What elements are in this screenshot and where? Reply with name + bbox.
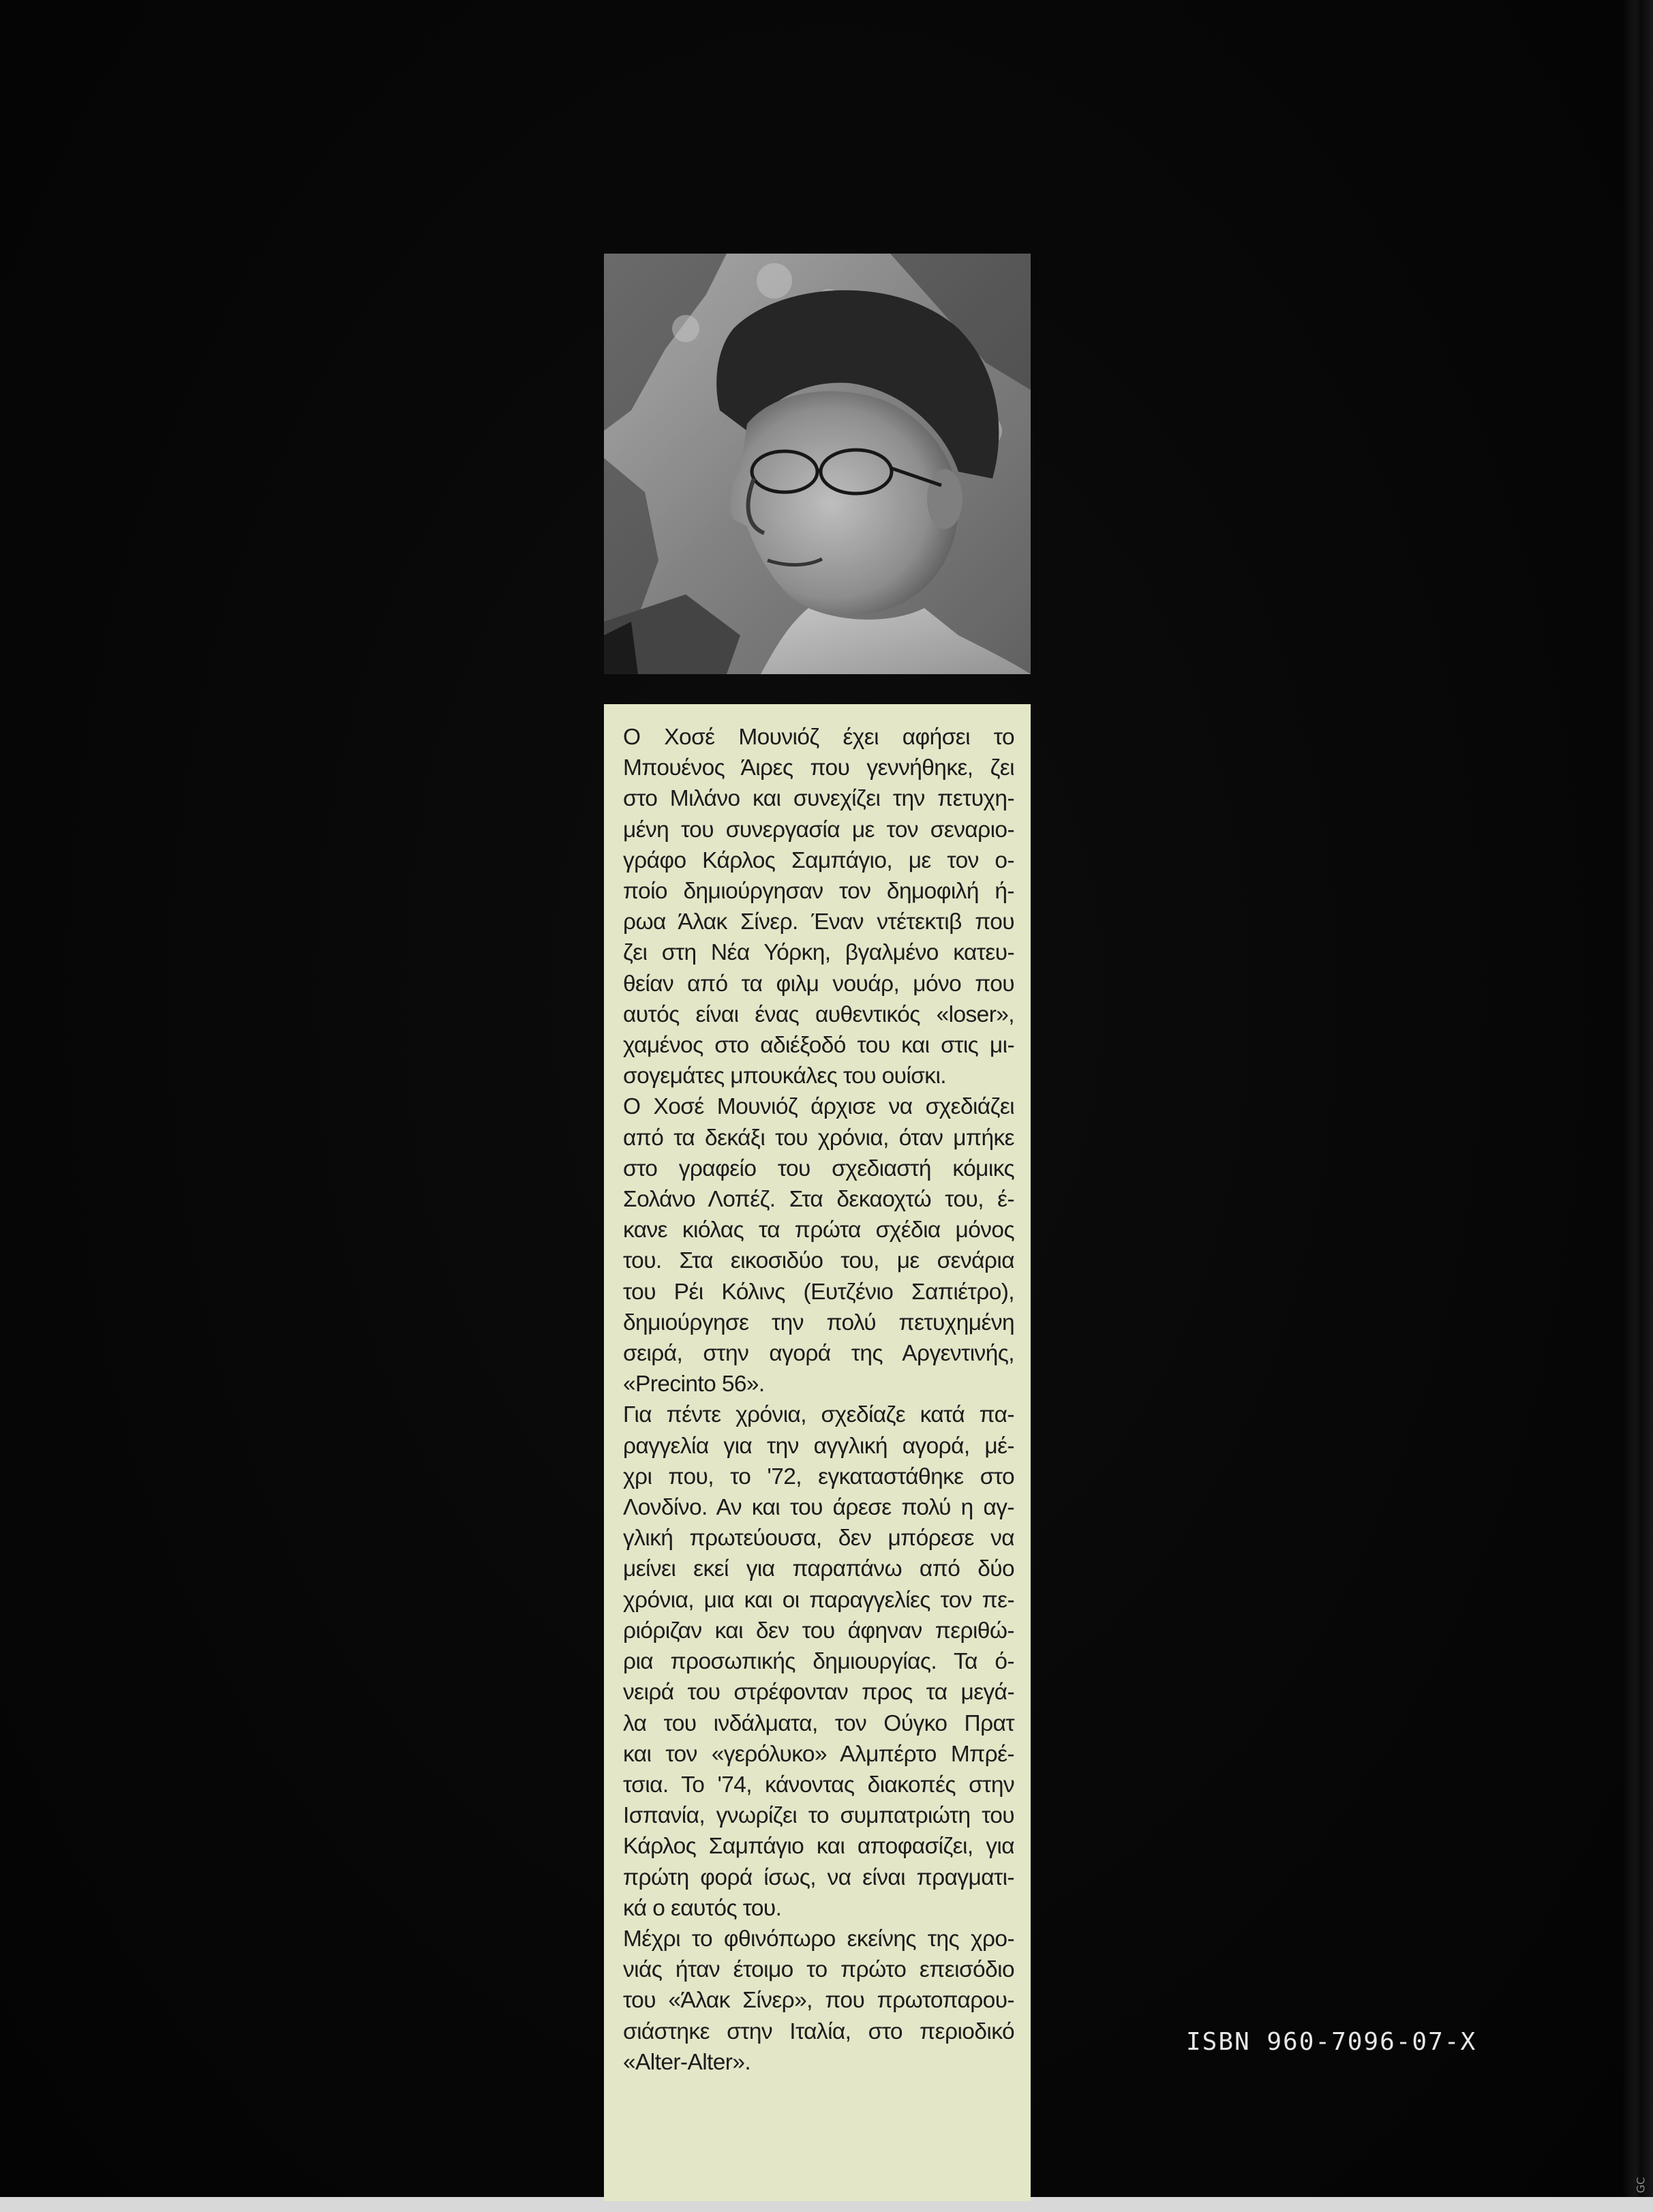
text-line: χρόνια, μια και οι παραγγελίες τον πε- — [623, 1587, 1014, 1613]
text-line: δημιούργησε την πολύ πετυχημένη — [623, 1309, 1014, 1335]
biography-paragraph-4 — [623, 1924, 1014, 2078]
text-line: ρια προσωπικής δημιουργίας. Τα ό- — [623, 1649, 1014, 1675]
text-line: Ο Χοσέ Μουνιόζ έχει αφήσει το — [623, 725, 1014, 750]
text-line: πρώτη φορά ίσως, να είναι πραγματι- — [623, 1864, 1014, 1890]
text-line: σιάστηκε στην Ιταλία, στο περιοδικό — [623, 2018, 1014, 2044]
text-line: στο Μιλάνο και συνεχίζει την πετυχη- — [623, 786, 1014, 812]
text-line: σογεμάτες μπουκάλες του ουίσκι. — [623, 1063, 947, 1089]
text-line: από τα δεκάξι του χρόνια, όταν μπήκε — [623, 1125, 1014, 1151]
text-line: κανε κιόλας τα πρώτα σχέδια μόνος — [623, 1217, 1014, 1243]
biography-paragraph-1 — [623, 722, 1014, 1091]
biography-panel — [604, 704, 1031, 2201]
text-line: τσια. Το '74, κάνοντας διακοπές στην — [623, 1772, 1014, 1798]
text-line: κά ο εαυτός του. — [623, 1895, 782, 1921]
text-line: χρι που, το '72, εγκαταστάθηκε στο — [623, 1464, 1014, 1489]
biography-paragraph-3 — [623, 1399, 1014, 1923]
text-line: ριόριζαν και δεν του άφηναν περιθώ- — [623, 1618, 1014, 1643]
text-line: Λονδίνο. Αν και του άρεσε πολύ η αγ- — [623, 1495, 1014, 1521]
text-line: Κάρλος Σαμπάγιο και αποφασίζει, για — [623, 1834, 1014, 1860]
text-line: του Ρέι Κόλινς (Ευτζένιο Σαπιέτρο), — [623, 1279, 1014, 1305]
text-line: στο γραφείο του σχεδιαστή κόμικς — [623, 1155, 1014, 1181]
text-line: Μέχρι το φθινόπωρο εκείνης της χρο- — [623, 1926, 1014, 1952]
text-line: «Precinto 56». — [623, 1372, 765, 1397]
text-line: μένη του συνεργασία με τον σεναριο- — [623, 817, 1014, 843]
text-line: σειρά, στην αγορά της Αργεντινής, — [623, 1341, 1014, 1367]
text-line: ζει στη Νέα Υόρκη, βγαλμένο κατευ- — [623, 940, 1014, 966]
biography-paragraph-2 — [623, 1091, 1014, 1399]
text-line: ρωα Άλακ Σίνερ. Έναν ντέτεκτιβ που — [623, 909, 1014, 935]
text-line: «Alter-Alter». — [623, 2049, 751, 2075]
text-line: γράφο Κάρλος Σαμπάγιο, με τον ο- — [623, 847, 1014, 873]
text-line: του. Στα εικοσιδύο του, με σενάρια — [623, 1248, 1014, 1274]
isbn-number: ISBN 960-7096-07-X — [1186, 2028, 1477, 2056]
text-line: Για πέντε χρόνια, σχεδίαζε κατά πα- — [623, 1402, 1014, 1428]
text-line: νειρά του στρέφονταν προς τα μεγά- — [623, 1680, 1014, 1706]
scan-watermark: GC — [1634, 2177, 1648, 2194]
text-line: και τον «γερόλυκο» Αλμπέρτο Μπρέ- — [623, 1741, 1014, 1767]
text-line: Μπουένος Άιρες που γεννήθηκε, ζει — [623, 755, 1014, 781]
text-line: Ο Χοσέ Μουνιόζ άρχισε να σχεδιάζει — [623, 1094, 1014, 1120]
text-line: Σολάνο Λοπέζ. Στα δεκαοχτώ του, έ- — [623, 1187, 1014, 1213]
text-line: χαμένος στο αδιέξοδό του και στις μι- — [623, 1033, 1014, 1059]
text-line: μείνει εκεί για παραπάνω από δύο — [623, 1556, 1014, 1582]
book-spine-edge — [1623, 0, 1653, 2212]
text-line: γλική πρωτεύουσα, δεν μπόρεσε να — [623, 1526, 1014, 1551]
text-line: ραγγελία για την αγγλική αγορά, μέ- — [623, 1433, 1014, 1459]
text-line: Ισπανία, γνωρίζει το συμπατριώτη του — [623, 1803, 1014, 1829]
text-line: ποίο δημιούργησαν τον δημοφιλή ή- — [623, 879, 1014, 905]
text-line: θείαν από τα φιλμ νουάρ, μόνο που — [623, 971, 1014, 997]
author-portrait-photo — [604, 254, 1031, 674]
text-line: νιάς ήταν έτοιμο το πρώτο επεισόδιο — [623, 1957, 1014, 1983]
text-line: του «Άλακ Σίνερ», που πρωτοπαρου- — [623, 1988, 1014, 2014]
text-line: αυτός είναι ένας αυθεντικός «loser», — [623, 1001, 1014, 1027]
text-line: λα του ινδάλματα, τον Ούγκο Πρατ — [623, 1710, 1014, 1736]
